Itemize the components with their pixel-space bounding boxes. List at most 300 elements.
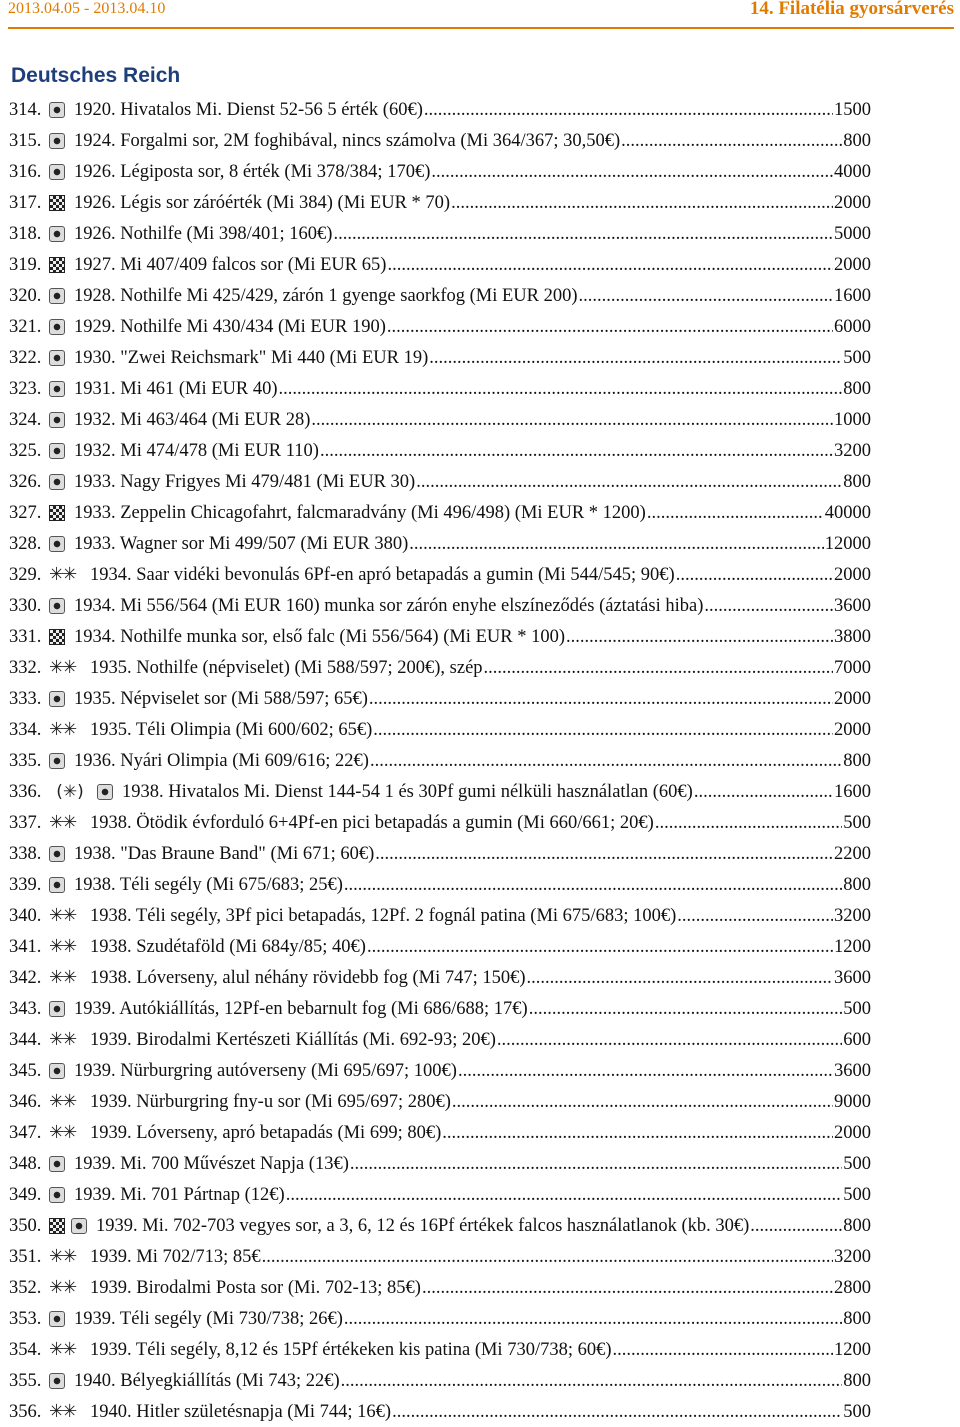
used-icon (49, 226, 65, 242)
lot-number: 333. (9, 688, 42, 709)
lot-row (9, 869, 871, 900)
leader-dots (452, 1091, 833, 1113)
leader-dots (367, 936, 833, 958)
leader-dots (613, 1339, 833, 1361)
lot-line (90, 1339, 871, 1361)
lot-starting-price: 800 (843, 750, 871, 771)
lot-description: 1939. Autókiállítás, 12Pf-en bebarnult fog (Mi 686/688; 17€) (74, 998, 528, 1019)
lot-row (9, 1303, 871, 1334)
mnh-icon: ✳✳ (49, 966, 76, 988)
lot-description: 1939. Birodalmi Posta sor (Mi. 702-13; 85€) (90, 1277, 421, 1298)
lot-starting-price: 2800 (834, 1277, 871, 1298)
condition-icons (49, 319, 65, 335)
used-icon (49, 691, 65, 707)
lot-number: 344. (9, 1029, 42, 1050)
condition-icons (49, 288, 65, 304)
lot-line (90, 1122, 871, 1144)
lot-description: 1930. "Zwei Reichsmark" Mi 440 (Mi EUR 19) (74, 347, 429, 368)
lot-description: 1940. Hitler születésnapja (Mi 744; 16€) (90, 1401, 392, 1422)
lot-starting-price: 800 (843, 1215, 871, 1236)
used-icon (49, 102, 65, 118)
used-icon (49, 1311, 65, 1327)
mnh-icon: ✳✳ (49, 1245, 76, 1267)
used-icon (49, 350, 65, 366)
lot-row (9, 745, 871, 776)
lot-description: 1940. Bélyegkiállítás (Mi 743; 22€) (74, 1370, 340, 1391)
lot-list (9, 94, 871, 1427)
lot-description: 1928. Nothilfe Mi 425/429, zárón 1 gyenge saorkfog (Mi EUR 200) (74, 285, 578, 306)
lot-row (9, 466, 871, 497)
used-icon (49, 598, 65, 614)
lot-row (9, 590, 871, 621)
lot-line (74, 99, 871, 121)
condition-icons (49, 1001, 65, 1017)
lot-row (9, 776, 871, 807)
lot-row (9, 931, 871, 962)
lot-description: 1934. Saar vidéki bevonulás 6Pf-en apró betapadás a gumin (Mi 544/545; 90€) (90, 564, 675, 585)
lot-number: 353. (9, 1308, 42, 1329)
lot-description: 1939. Mi 702/713; 85€ (90, 1246, 261, 1267)
lot-description: 1939. Téli segély (Mi 730/738; 26€) (74, 1308, 343, 1329)
lot-number: 324. (9, 409, 42, 430)
lot-description: 1933. Nagy Frigyes Mi 479/481 (Mi EUR 30) (74, 471, 416, 492)
lot-number: 346. (9, 1091, 42, 1112)
condition-icons (49, 102, 65, 118)
lot-starting-price: 500 (843, 347, 871, 368)
leader-dots (344, 1308, 842, 1330)
leader-dots (320, 440, 833, 462)
lot-number: 345. (9, 1060, 42, 1081)
lot-row (9, 435, 871, 466)
condition-icons (49, 753, 65, 769)
condition-icons (49, 811, 81, 833)
used-icon (49, 1187, 65, 1203)
condition-icons (49, 691, 65, 707)
used-icon (49, 536, 65, 552)
leader-dots (344, 874, 842, 896)
lot-description: 1924. Forgalmi sor, 2M foghibával, nincs számolva (Mi 364/367; 30,50€) (74, 130, 621, 151)
lot-description: 1931. Mi 461 (Mi EUR 40) (74, 378, 278, 399)
leader-dots (333, 223, 833, 245)
leader-dots (370, 750, 842, 772)
lot-row (9, 404, 871, 435)
lot-starting-price: 800 (843, 1308, 871, 1329)
lot-line (74, 1153, 871, 1175)
lot-line (74, 378, 871, 400)
leader-dots (409, 533, 824, 555)
leader-dots (416, 471, 842, 493)
lot-description: 1939. Lóverseny, apró betapadás (Mi 699; 80€) (90, 1122, 442, 1143)
used-icon (97, 784, 113, 800)
condition-icons (49, 656, 81, 678)
hinged-icon (49, 195, 65, 211)
lot-row (9, 714, 871, 745)
lot-row (9, 1365, 871, 1396)
leader-dots (387, 254, 833, 276)
lot-number: 343. (9, 998, 42, 1019)
lot-row (9, 94, 871, 125)
lot-number: 354. (9, 1339, 42, 1360)
lot-starting-price: 3200 (834, 905, 871, 926)
lot-number: 318. (9, 223, 42, 244)
used-icon (49, 753, 65, 769)
lot-row (9, 807, 871, 838)
lot-line (74, 223, 871, 245)
lot-starting-price: 1000 (834, 409, 871, 430)
leader-dots (484, 657, 833, 679)
section-title: Deutsches Reich (11, 64, 181, 87)
mnh-icon: ✳✳ (49, 1276, 76, 1298)
used-icon (49, 846, 65, 862)
condition-icons (49, 536, 65, 552)
lot-row (9, 187, 871, 218)
lot-description: 1939. Birodalmi Kertészeti Kiállítás (Mi. 692-93; 20€) (90, 1029, 496, 1050)
leader-dots (429, 347, 842, 369)
condition-icons (49, 257, 65, 273)
mnh-icon: ✳✳ (49, 1400, 76, 1422)
lot-row (9, 900, 871, 931)
leader-dots (451, 192, 833, 214)
lot-row (9, 1334, 871, 1365)
mnh-icon: ✳✳ (49, 811, 76, 833)
condition-icons (49, 1338, 81, 1360)
lot-starting-price: 4000 (834, 161, 871, 182)
lot-number: 321. (9, 316, 42, 337)
leader-dots (677, 905, 833, 927)
lot-line (74, 254, 871, 276)
condition-icons (49, 474, 65, 490)
lot-line (90, 936, 871, 958)
lot-line (74, 533, 871, 555)
lot-starting-price: 3800 (834, 626, 871, 647)
used-icon (71, 1218, 87, 1234)
leader-dots (527, 967, 833, 989)
leader-dots (621, 130, 842, 152)
lot-number: 315. (9, 130, 42, 151)
lot-number: 334. (9, 719, 42, 740)
lot-starting-price: 1600 (834, 781, 871, 802)
leader-dots (529, 998, 843, 1020)
lot-description: 1932. Mi 474/478 (Mi EUR 110) (74, 440, 319, 461)
lot-line (74, 192, 871, 214)
used-icon (49, 381, 65, 397)
lot-row (9, 1241, 871, 1272)
used-icon (49, 164, 65, 180)
lot-description: 1939. Nürburgring autóverseny (Mi 695/697; 100€) (74, 1060, 457, 1081)
lot-row (9, 1086, 871, 1117)
lot-row (9, 280, 871, 311)
lot-line (90, 1091, 871, 1113)
leader-dots (373, 719, 833, 741)
lot-number: 351. (9, 1246, 42, 1267)
leader-dots (676, 564, 833, 586)
leader-dots (566, 626, 833, 648)
condition-icons (49, 350, 65, 366)
condition-icons (49, 1373, 65, 1389)
used-icon (49, 877, 65, 893)
lot-description: 1934. Nothilfe munka sor, első falc (Mi 556/564) (Mi EUR * 100) (74, 626, 565, 647)
lot-starting-price: 2000 (834, 192, 871, 213)
condition-icons (49, 1090, 81, 1112)
lot-row (9, 1148, 871, 1179)
condition-icons (49, 1311, 65, 1327)
leader-dots (442, 1122, 833, 1144)
lot-row (9, 1179, 871, 1210)
lot-line (74, 1184, 871, 1206)
lot-row (9, 621, 871, 652)
lot-description: 1935. Népviselet sor (Mi 588/597; 65€) (74, 688, 368, 709)
condition-icons (49, 505, 65, 521)
lot-row (9, 249, 871, 280)
lot-starting-price: 3600 (834, 967, 871, 988)
leader-dots (262, 1246, 833, 1268)
used-icon (49, 1063, 65, 1079)
lot-number: 327. (9, 502, 42, 523)
lot-line (74, 1060, 871, 1082)
lot-line (90, 1029, 871, 1051)
leader-dots (750, 1215, 842, 1237)
lot-row (9, 1210, 871, 1241)
condition-icons (49, 598, 65, 614)
lot-starting-price: 3200 (834, 1246, 871, 1267)
lot-line (74, 595, 871, 617)
leader-dots (704, 595, 833, 617)
header-auction-title: 14. Filatélia gyorsárverés (749, 0, 954, 19)
mnh-icon: ✳✳ (49, 1338, 76, 1360)
lot-row (9, 156, 871, 187)
lot-starting-price: 12000 (824, 533, 871, 554)
lot-description: 1936. Nyári Olimpia (Mi 609/616; 22€) (74, 750, 369, 771)
lot-row (9, 993, 871, 1024)
condition-icons (49, 563, 81, 585)
lot-line (90, 1401, 871, 1423)
lot-starting-price: 500 (843, 812, 871, 833)
lot-number: 316. (9, 161, 42, 182)
lot-number: 322. (9, 347, 42, 368)
condition-icons (49, 718, 81, 740)
condition-icons (49, 381, 65, 397)
condition-icons (49, 966, 81, 988)
lot-starting-price: 500 (843, 1153, 871, 1174)
lot-starting-price: 1200 (834, 936, 871, 957)
lot-starting-price: 5000 (834, 223, 871, 244)
mnh-icon: ✳✳ (49, 718, 76, 740)
mnh-icon: ✳✳ (49, 904, 76, 926)
leader-dots (387, 316, 833, 338)
lot-line (90, 1277, 871, 1299)
lot-starting-price: 2200 (834, 843, 871, 864)
lot-description: 1933. Zeppelin Chicagofahrt, falcmaradvány (Mi 496/498) (Mi EUR * 1200) (74, 502, 646, 523)
leader-dots (694, 781, 833, 803)
lot-number: 340. (9, 905, 42, 926)
lot-starting-price: 3600 (834, 595, 871, 616)
lot-number: 314. (9, 99, 42, 120)
condition-icons (49, 1156, 65, 1172)
lot-starting-price: 2000 (834, 719, 871, 740)
used-icon (49, 288, 65, 304)
mnh-icon: ✳✳ (49, 935, 76, 957)
leader-dots (497, 1029, 842, 1051)
used-icon (49, 474, 65, 490)
lot-row (9, 838, 871, 869)
lot-starting-price: 7000 (834, 657, 871, 678)
used-icon (49, 443, 65, 459)
lot-description: 1926. Légis sor záróérték (Mi 384) (Mi EUR * 70) (74, 192, 451, 213)
lot-starting-price: 1500 (834, 99, 871, 120)
lot-row (9, 652, 871, 683)
lot-description: 1939. Mi. 701 Pártnap (12€) (74, 1184, 285, 1205)
lot-line (74, 874, 871, 896)
lot-starting-price: 800 (843, 874, 871, 895)
lot-description: 1939. Nürburgring fny-u sor (Mi 695/697; 280€) (90, 1091, 451, 1112)
lot-row (9, 1272, 871, 1303)
lot-starting-price: 500 (843, 1184, 871, 1205)
lot-line (74, 440, 871, 462)
lot-line (74, 843, 871, 865)
lot-line (74, 1370, 871, 1392)
condition-icons (49, 1245, 81, 1267)
used-icon (49, 319, 65, 335)
lot-line (74, 502, 871, 524)
condition-icons (49, 1121, 81, 1143)
used-icon (49, 1156, 65, 1172)
leader-dots (369, 688, 833, 710)
used-icon (49, 412, 65, 428)
lot-row (9, 342, 871, 373)
lot-number: 332. (9, 657, 42, 678)
lot-description: 1938. "Das Braune Band" (Mi 671; 60€) (74, 843, 375, 864)
leader-dots (341, 1370, 843, 1392)
lot-description: 1935. Nothilfe (népviselet) (Mi 588/597; 200€), szép (90, 657, 483, 678)
lot-row (9, 528, 871, 559)
lot-number: 320. (9, 285, 42, 306)
lot-starting-price: 40000 (824, 502, 871, 523)
mnh-icon: ✳✳ (49, 563, 76, 585)
lot-line (74, 471, 871, 493)
lot-starting-price: 600 (843, 1029, 871, 1050)
lot-description: 1929. Nothilfe Mi 430/434 (Mi EUR 190) (74, 316, 386, 337)
leader-dots (431, 161, 833, 183)
lot-row (9, 125, 871, 156)
lot-description: 1926. Nothilfe (Mi 398/401; 160€) (74, 223, 333, 244)
lot-number: 335. (9, 750, 42, 771)
lot-number: 330. (9, 595, 42, 616)
condition-icons (49, 1063, 65, 1079)
lot-row (9, 962, 871, 993)
lot-line (74, 161, 871, 183)
condition-icons (49, 226, 65, 242)
lot-number: 356. (9, 1401, 42, 1422)
lot-description: 1938. Hivatalos Mi. Dienst 144-54 1 és 30Pf gumi nélküli használatlan (60€) (122, 781, 693, 802)
lot-row (9, 373, 871, 404)
lot-line (90, 657, 871, 679)
lot-starting-price: 2000 (834, 1122, 871, 1143)
lot-number: 325. (9, 440, 42, 461)
mnh-icon: ✳✳ (49, 1121, 76, 1143)
lot-line (74, 688, 871, 710)
condition-icons (49, 1028, 81, 1050)
lot-starting-price: 1600 (834, 285, 871, 306)
lot-description: 1935. Téli Olimpia (Mi 600/602; 65€) (90, 719, 373, 740)
lot-description: 1938. Szudétaföld (Mi 684y/85; 40€) (90, 936, 366, 957)
lot-row (9, 1117, 871, 1148)
lot-number: 317. (9, 192, 42, 213)
lot-description: 1927. Mi 407/409 falcos sor (Mi EUR 65) (74, 254, 387, 275)
header-date-range: 2013.04.05 - 2013.04.10 (8, 0, 166, 17)
condition-icons (49, 877, 65, 893)
lot-description: 1938. Téli segély, 3Pf pici betapadás, 12Pf. 2 fognál patina (Mi 675/683; 100€) (90, 905, 677, 926)
lot-starting-price: 3600 (834, 1060, 871, 1081)
mnh-icon: ✳✳ (49, 1090, 76, 1112)
lot-number: 352. (9, 1277, 42, 1298)
condition-icons (49, 1218, 87, 1234)
lot-description: 1932. Mi 463/464 (Mi EUR 28) (74, 409, 311, 430)
lot-description: 1938. Ötödik évforduló 6+4Pf-en pici betapadás a gumin (Mi 660/661; 20€) (90, 812, 654, 833)
lot-starting-price: 800 (843, 1370, 871, 1391)
header-divider (8, 27, 954, 29)
leader-dots (350, 1153, 842, 1175)
lot-number: 336. (9, 781, 42, 802)
leader-dots (579, 285, 833, 307)
lot-description: 1938. Lóverseny, alul néhány rövidebb fog (Mi 747; 150€) (90, 967, 526, 988)
leader-dots (375, 843, 833, 865)
leader-dots (655, 812, 842, 834)
lot-number: 326. (9, 471, 42, 492)
condition-icons (49, 443, 65, 459)
lot-starting-price: 2000 (834, 688, 871, 709)
lot-starting-price: 500 (843, 1401, 871, 1422)
lot-description: 1939. Mi. 702-703 vegyes sor, a 3, 6, 12 és 16Pf értékek falcos használatlanok (kb. 30€) (96, 1215, 750, 1236)
lot-row (9, 311, 871, 342)
lot-number: 355. (9, 1370, 42, 1391)
lot-number: 337. (9, 812, 42, 833)
lot-number: 350. (9, 1215, 42, 1236)
lot-description: 1920. Hivatalos Mi. Dienst 52-56 5 érték (60€) (74, 99, 423, 120)
lot-line (74, 409, 871, 431)
hinged-icon (49, 257, 65, 273)
condition-icons (49, 782, 113, 802)
lot-line (74, 130, 871, 152)
lot-line (74, 1308, 871, 1330)
leader-dots (279, 378, 843, 400)
lot-row (9, 683, 871, 714)
lot-description: 1939. Téli segély, 8,12 és 15Pf értékeken kis patina (Mi 730/738; 60€) (90, 1339, 612, 1360)
lot-description: 1926. Légiposta sor, 8 érték (Mi 378/384; 170€) (74, 161, 431, 182)
lot-line (74, 626, 871, 648)
lot-number: 342. (9, 967, 42, 988)
lot-line (74, 347, 871, 369)
lot-number: 339. (9, 874, 42, 895)
condition-icons (49, 935, 81, 957)
lot-line (90, 564, 871, 586)
used-icon (49, 1373, 65, 1389)
leader-dots (647, 502, 824, 524)
mnh-icon: ✳✳ (49, 1028, 76, 1050)
lot-line (90, 905, 871, 927)
lot-number: 328. (9, 533, 42, 554)
condition-icons (49, 195, 65, 211)
condition-icons (49, 1276, 81, 1298)
leader-dots (286, 1184, 843, 1206)
lot-starting-price: 3200 (834, 440, 871, 461)
lot-row (9, 218, 871, 249)
lot-row (9, 1055, 871, 1086)
lot-line (74, 998, 871, 1020)
leader-dots (392, 1401, 842, 1423)
lot-row (9, 1396, 871, 1427)
lot-line (74, 750, 871, 772)
condition-icons (49, 412, 65, 428)
